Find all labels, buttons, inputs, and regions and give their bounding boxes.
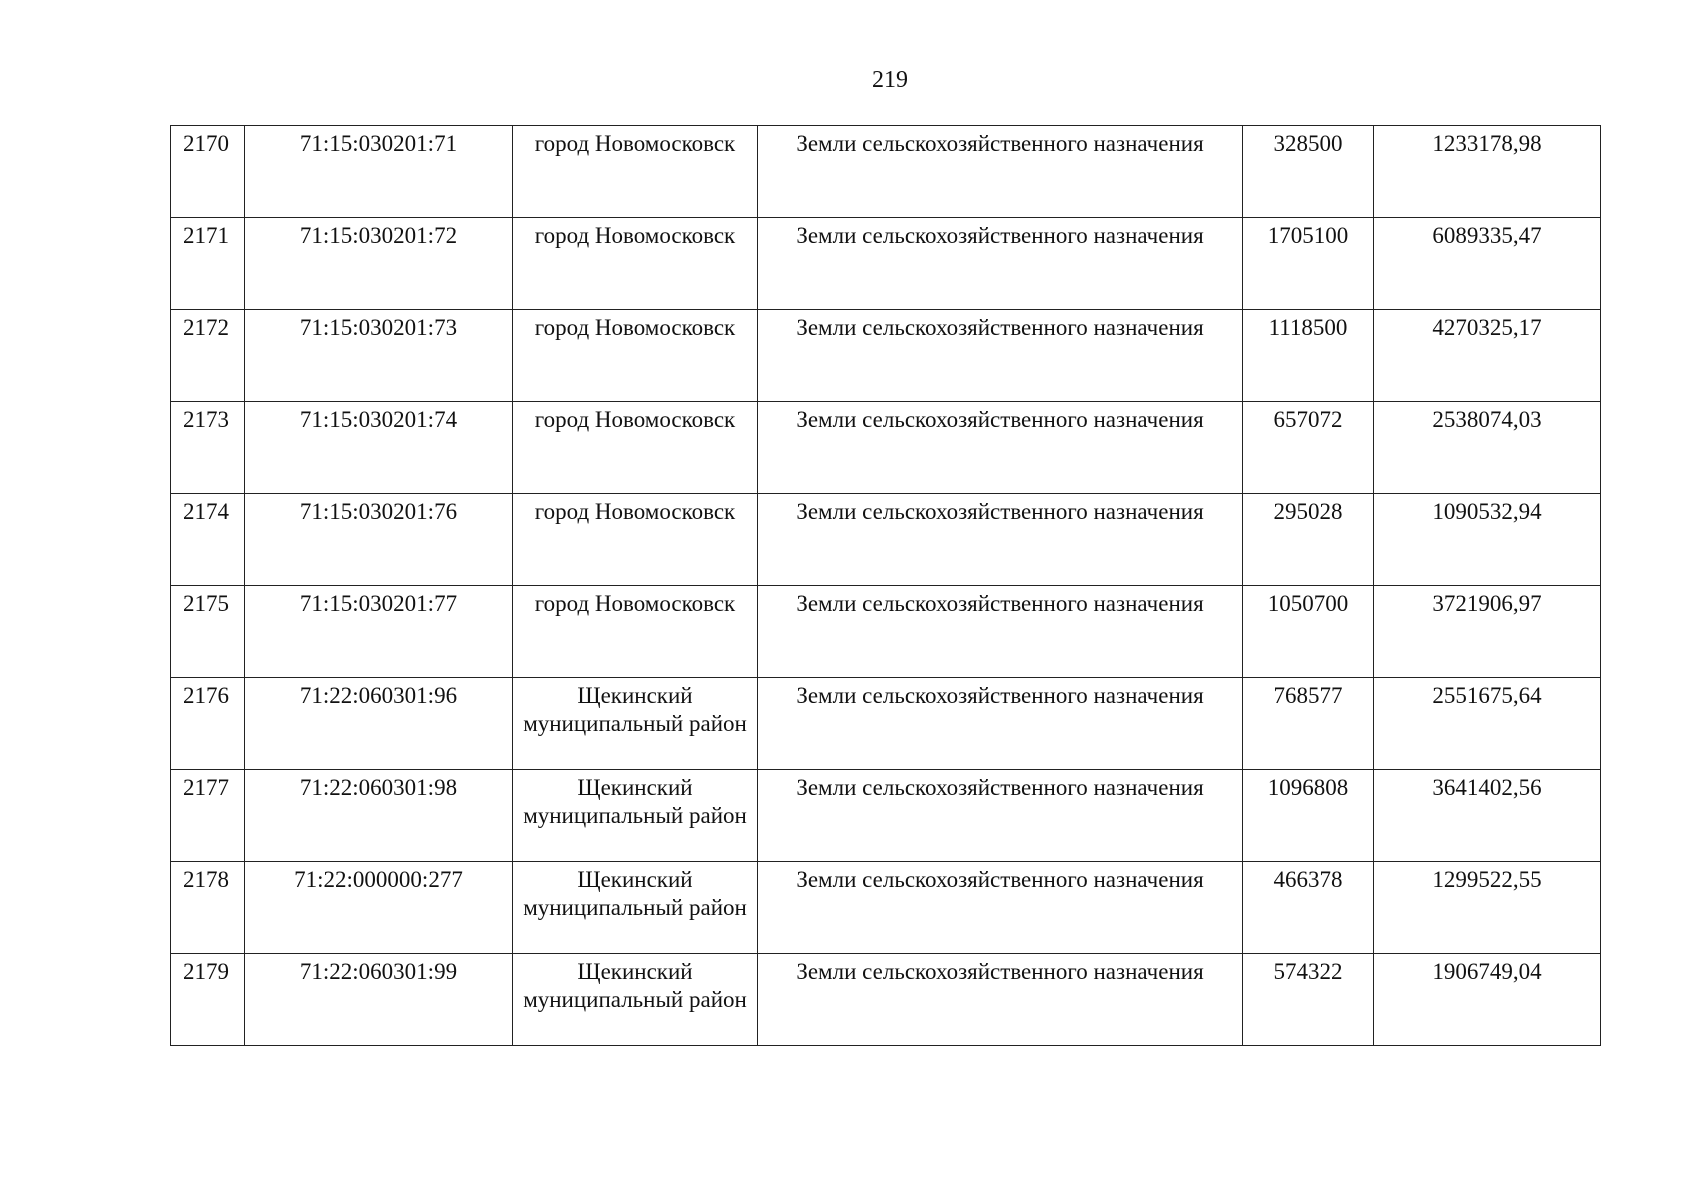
cadastral-value: 1233178,98 bbox=[1374, 126, 1601, 218]
area: 1050700 bbox=[1243, 586, 1374, 678]
cadastral-value: 1906749,04 bbox=[1374, 954, 1601, 1046]
area: 768577 bbox=[1243, 678, 1374, 770]
land-category: Земли сельскохозяйственного назначения bbox=[758, 586, 1243, 678]
area: 466378 bbox=[1243, 862, 1374, 954]
cadastral-value: 4270325,17 bbox=[1374, 310, 1601, 402]
area: 295028 bbox=[1243, 494, 1374, 586]
row-number: 2178 bbox=[171, 862, 245, 954]
location: город Новомосковск bbox=[513, 586, 758, 678]
cadastral-number: 71:22:060301:99 bbox=[245, 954, 513, 1046]
cadastral-value: 3641402,56 bbox=[1374, 770, 1601, 862]
land-category: Земли сельскохозяйственного назначения bbox=[758, 678, 1243, 770]
row-number: 2177 bbox=[171, 770, 245, 862]
cadastral-number: 71:15:030201:74 bbox=[245, 402, 513, 494]
cadastral-number: 71:15:030201:76 bbox=[245, 494, 513, 586]
row-number: 2172 bbox=[171, 310, 245, 402]
cadastral-value: 1299522,55 bbox=[1374, 862, 1601, 954]
table-row bbox=[171, 862, 1601, 954]
land-category: Земли сельскохозяйственного назначения bbox=[758, 126, 1243, 218]
table-row bbox=[171, 310, 1601, 402]
land-category: Земли сельскохозяйственного назначения bbox=[758, 494, 1243, 586]
location: город Новомосковск bbox=[513, 218, 758, 310]
land-category: Земли сельскохозяйственного назначения bbox=[758, 770, 1243, 862]
location: город Новомосковск bbox=[513, 494, 758, 586]
row-number: 2173 bbox=[171, 402, 245, 494]
area: 574322 bbox=[1243, 954, 1374, 1046]
area: 1096808 bbox=[1243, 770, 1374, 862]
table-row bbox=[171, 678, 1601, 770]
cadastral-value: 6089335,47 bbox=[1374, 218, 1601, 310]
cadastral-number: 71:15:030201:77 bbox=[245, 586, 513, 678]
row-number: 2175 bbox=[171, 586, 245, 678]
land-category: Земли сельскохозяйственного назначения bbox=[758, 310, 1243, 402]
land-category: Земли сельскохозяйственного назначения bbox=[758, 954, 1243, 1046]
row-number: 2171 bbox=[171, 218, 245, 310]
table-body bbox=[171, 126, 1601, 1046]
location: Щекинский муниципальный район bbox=[513, 954, 758, 1046]
cadastral-value: 2538074,03 bbox=[1374, 402, 1601, 494]
area: 1705100 bbox=[1243, 218, 1374, 310]
location: Щекинский муниципальный район bbox=[513, 770, 758, 862]
cadastral-value: 2551675,64 bbox=[1374, 678, 1601, 770]
location: город Новомосковск bbox=[513, 126, 758, 218]
table-row bbox=[171, 402, 1601, 494]
row-number: 2176 bbox=[171, 678, 245, 770]
location: Щекинский муниципальный район bbox=[513, 678, 758, 770]
cadastral-number: 71:22:000000:277 bbox=[245, 862, 513, 954]
table-row bbox=[171, 586, 1601, 678]
cadastral-number: 71:15:030201:71 bbox=[245, 126, 513, 218]
area: 328500 bbox=[1243, 126, 1374, 218]
page-number: 219 bbox=[872, 67, 908, 93]
row-number: 2170 bbox=[171, 126, 245, 218]
cadastral-number: 71:15:030201:72 bbox=[245, 218, 513, 310]
table-row bbox=[171, 770, 1601, 862]
land-category: Земли сельскохозяйственного назначения bbox=[758, 218, 1243, 310]
table-row bbox=[171, 126, 1601, 218]
table-row bbox=[171, 494, 1601, 586]
area: 657072 bbox=[1243, 402, 1374, 494]
cadastral-value: 1090532,94 bbox=[1374, 494, 1601, 586]
land-plots-table bbox=[170, 125, 1601, 1046]
area: 1118500 bbox=[1243, 310, 1374, 402]
row-number: 2179 bbox=[171, 954, 245, 1046]
table-row bbox=[171, 218, 1601, 310]
cadastral-number: 71:15:030201:73 bbox=[245, 310, 513, 402]
land-category: Земли сельскохозяйственного назначения bbox=[758, 402, 1243, 494]
location: город Новомосковск bbox=[513, 402, 758, 494]
location: город Новомосковск bbox=[513, 310, 758, 402]
cadastral-number: 71:22:060301:98 bbox=[245, 770, 513, 862]
table-row bbox=[171, 954, 1601, 1046]
cadastral-value: 3721906,97 bbox=[1374, 586, 1601, 678]
row-number: 2174 bbox=[171, 494, 245, 586]
cadastral-number: 71:22:060301:96 bbox=[245, 678, 513, 770]
location: Щекинский муниципальный район bbox=[513, 862, 758, 954]
land-category: Земли сельскохозяйственного назначения bbox=[758, 862, 1243, 954]
